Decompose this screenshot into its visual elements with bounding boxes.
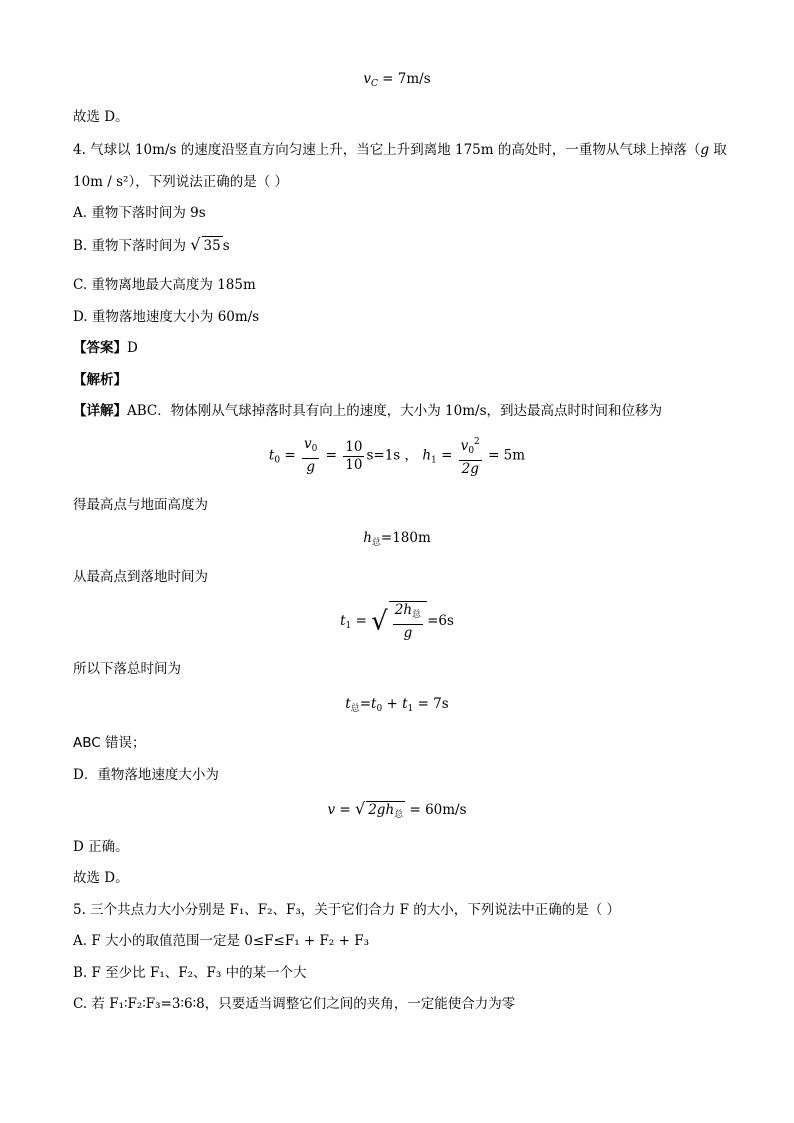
eq1-v0sq: v (460, 438, 469, 454)
eq4-t0-sub: 0 (376, 704, 383, 714)
eq1-fraction-v0sq-2g (459, 434, 482, 478)
equation-h-total (0, 530, 794, 548)
eq4-plus-t1: + t (382, 696, 408, 712)
eq1-result: = 5m (488, 447, 526, 464)
eq5-equals: = (339, 802, 351, 818)
d-correct: D 正确。 (73, 839, 129, 855)
select-d-text-1: 故选 D。 (73, 109, 129, 125)
eq1-two-g: 2g (461, 461, 479, 477)
eq1-t0: t (268, 447, 275, 464)
eq1-equals-2: = (325, 447, 337, 464)
eq1-ten-den: 10 (345, 456, 363, 473)
eq1-fraction-10-10 (343, 439, 364, 474)
eq3-equals: = (355, 613, 367, 629)
q4-option-b-text: B. 重物下落时间为 (73, 238, 191, 254)
eq5-rhs: = 60m/s (405, 802, 467, 818)
eq3-den: g (403, 625, 413, 641)
eq5-radicand-text: 2gh (368, 802, 395, 818)
text-fall-time: 从最高点到落地时间为 (73, 569, 208, 585)
v-subscript: C (370, 79, 378, 89)
eq1-g: g (306, 459, 316, 475)
sqrt-icon: √ (190, 235, 201, 254)
eq3-radicand (389, 601, 427, 642)
eq4-t0: =t (359, 696, 377, 712)
eq1-v0sq-sup: 2 (474, 437, 480, 447)
formula-rhs: = 7m/s (382, 71, 431, 87)
eq3-num: 2h (394, 602, 413, 618)
equation-t1 (0, 601, 794, 642)
eq3-num-sub: 总 (412, 610, 422, 620)
q4-option-b-unit: s (222, 238, 230, 254)
q5-option-b: B. F 至少比 F₁、F₂、F₃ 中的某一个大 (73, 965, 307, 981)
eq4-t1-sub: 1 (407, 704, 414, 714)
q4-stem-end: 取 (709, 142, 727, 158)
v-symbol: v (363, 71, 371, 87)
q4-option-c: C. 重物离地最大高度为 185m (73, 277, 256, 293)
text-total-time: 所以下落总时间为 (73, 661, 181, 677)
eq2-h: h (363, 530, 372, 546)
q5-option-c: C. 若 F₁∶F₂∶F₃=3∶6∶8，只要适当调整它们之间的夹角，一定能使合力为零 (73, 996, 516, 1012)
d-text: D．重物落地速度大小为 (73, 767, 219, 783)
eq4-t-sub: 总 (350, 704, 360, 714)
eq3-t1-sub: 1 (345, 621, 352, 631)
analysis-tag (73, 371, 127, 389)
detail-line (73, 402, 662, 420)
q5-stem: 5. 三个共点力大小分别是 F₁、F₂、F₃，关于它们合力 F 的大小，下列说法中正确的是（ ） (73, 902, 621, 918)
q4-option-b-radicand: 35 (203, 238, 221, 254)
formula-vc (0, 71, 794, 89)
eq1-h1-sub: 1 (431, 455, 437, 466)
eq1-v0: v (304, 436, 312, 452)
q4-stem-text: 4. 气球以 10m/s 的速度沿竖直方向匀速上升，当它上升到离地 175m 的高处时，一重物从气球上掉落（ (73, 142, 701, 158)
equation-t0-h1 (0, 434, 794, 478)
q4-option-d: D. 重物落地速度大小为 60m/s (73, 309, 260, 325)
analysis-label: 【解析】 (73, 372, 127, 388)
eq5-v: v (327, 802, 336, 818)
eq5-radicand-sub: 总 (394, 810, 404, 820)
eq1-v0-sub: 0 (311, 444, 318, 454)
eq4-t: t (345, 696, 351, 712)
eq1-t0-sub: 0 (274, 455, 281, 466)
q4-option-a: A. 重物下落时间为 9s (73, 205, 206, 221)
answer-tag: 【答案】 (73, 340, 127, 356)
answer-line (73, 339, 138, 357)
eq2-h-sub: 总 (371, 538, 381, 548)
eq4-result: = 7s (413, 696, 449, 712)
abc-wrong: ABC 错误； (73, 735, 146, 751)
answer-value: D (127, 340, 138, 356)
q4-stem-g: g (700, 142, 710, 158)
q5-option-a: A. F 大小的取值范围一定是 0≤F≤F₁ + F₂ + F₃ (73, 933, 369, 949)
eq2-rhs: =180m (380, 530, 431, 546)
sqrt-icon: √ (371, 606, 388, 637)
text-max-height: 得最高点与地面高度为 (73, 497, 208, 513)
eq3-rhs: =6s (427, 613, 454, 629)
detail-tag: 【详解】 (73, 403, 127, 419)
eq1-ten-num: 10 (345, 438, 363, 455)
eq3-fraction (393, 602, 423, 642)
eq1-equals: = (284, 447, 296, 464)
equation-v (0, 799, 794, 820)
detail-text: ABC．物体刚从气球掉落时具有向上的速度，大小为 10m/s，到达最高点时时间和位移为 (127, 403, 662, 419)
q4-stem-line2: 10m / s²），下列说法正确的是（ ） (73, 174, 288, 190)
q4-option-b (73, 236, 230, 255)
q4-stem-line1 (73, 141, 727, 159)
eq1-h1: h (422, 447, 432, 464)
eq1-v0sq-sub: 0 (468, 446, 475, 456)
eq1-equals-3: = (441, 447, 453, 464)
eq5-radicand (366, 801, 405, 820)
sqrt-icon: √ (355, 799, 366, 818)
eq1-fraction-v0-g (302, 436, 319, 476)
eq1-tail: s=1s ， (366, 447, 419, 464)
eq3-t1: t (340, 613, 346, 629)
equation-t-total (0, 696, 794, 714)
select-d-text-2: 故选 D。 (73, 870, 129, 886)
